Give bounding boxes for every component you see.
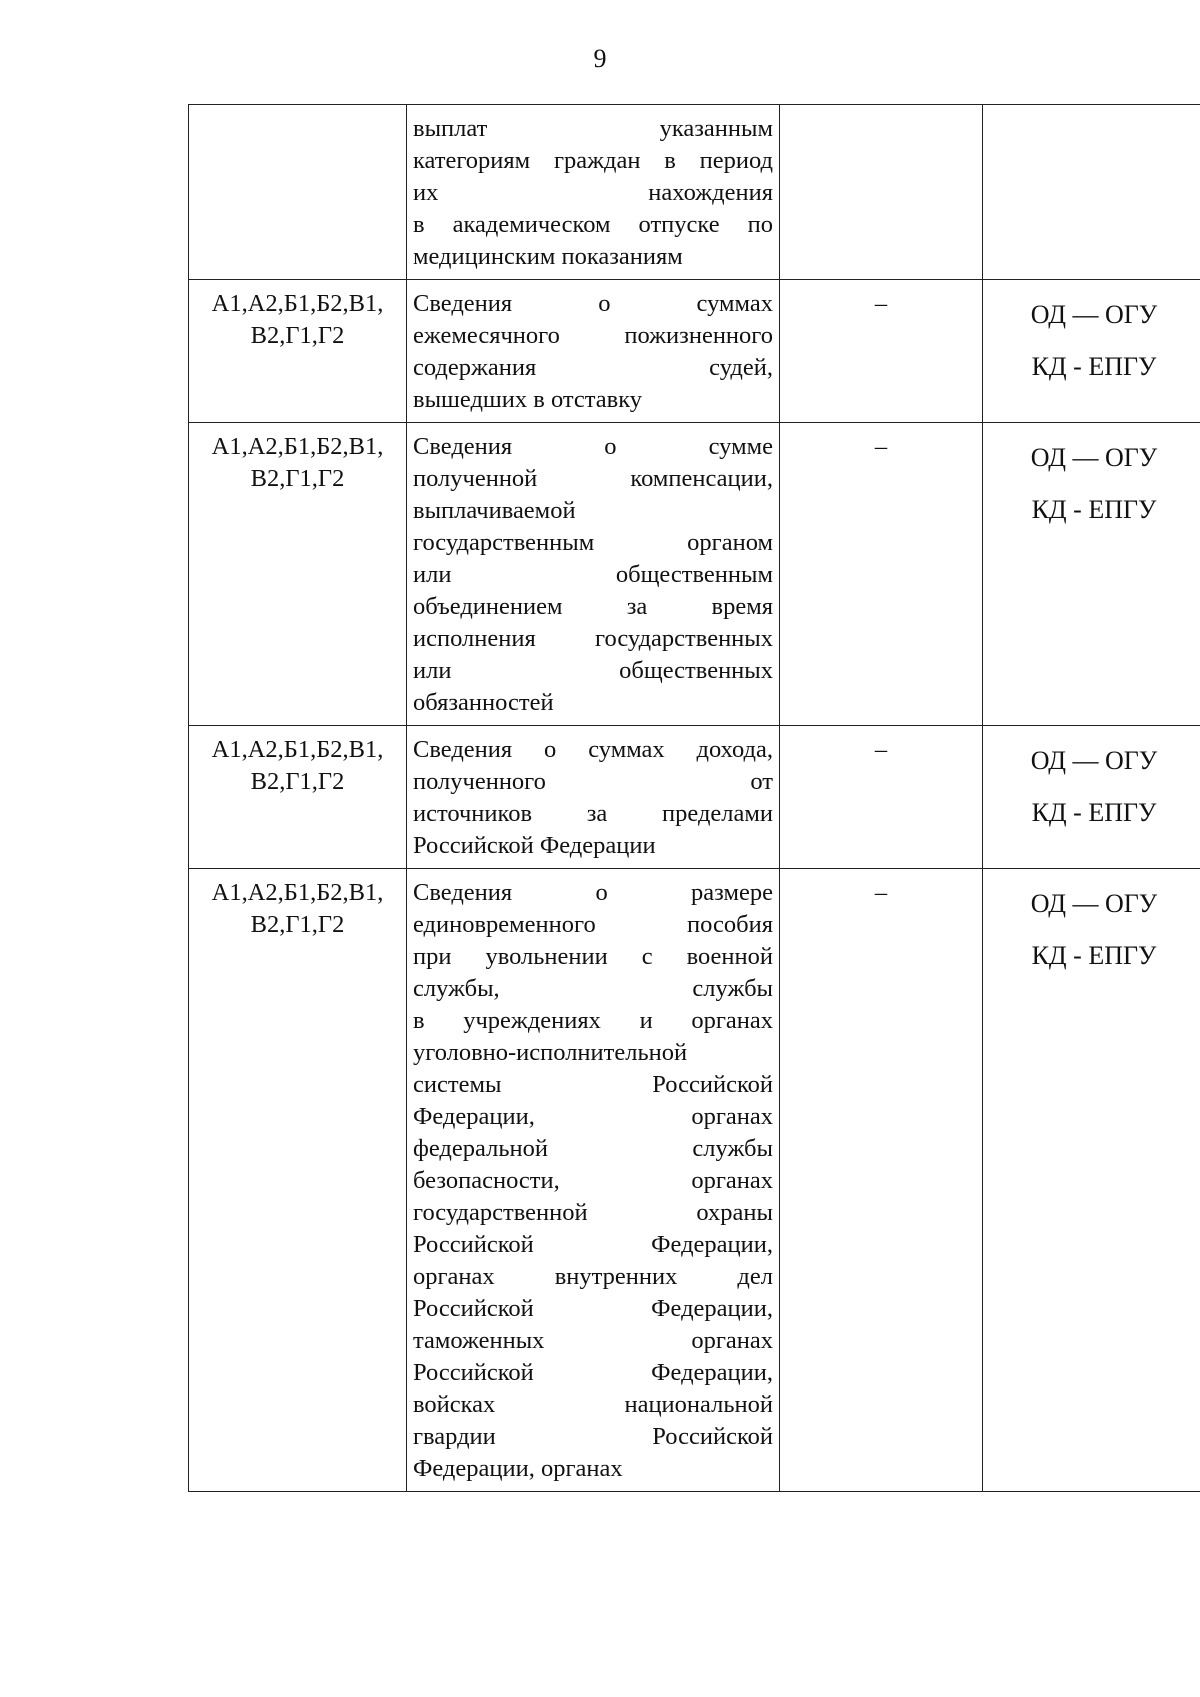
source-line: КД - ЕПГУ	[1031, 495, 1157, 524]
source-cell	[983, 726, 1200, 869]
description-line: гвардии Российской	[413, 1423, 773, 1450]
description-line: уголовно-исполнительной	[413, 1039, 688, 1066]
description-line: исполнения государственных	[413, 625, 773, 652]
description-line: государственным органом	[413, 529, 773, 556]
description-line: медицинским показаниям	[413, 243, 683, 270]
description-line: безопасности, органах	[413, 1167, 773, 1194]
category-codes-line: В2,Г1,Г2	[250, 322, 345, 349]
description-cell	[407, 105, 780, 280]
category-codes-line: А1,А2,Б1,Б2,В1,	[211, 879, 384, 906]
description-cell	[407, 423, 780, 726]
source-cell	[983, 423, 1200, 726]
description-line: Сведения о суммах	[413, 290, 773, 317]
reference-cell: –	[780, 423, 983, 726]
category-codes-line: В2,Г1,Г2	[250, 465, 345, 492]
category-codes-cell	[189, 869, 407, 1492]
description-line: источников за пределами	[413, 800, 773, 827]
description-line: системы Российской	[413, 1071, 773, 1098]
category-codes-line: А1,А2,Б1,Б2,В1,	[211, 433, 384, 460]
description-line: государственной охраны	[413, 1199, 773, 1226]
category-codes-line: В2,Г1,Г2	[250, 911, 345, 938]
description-line: Российской Федерации	[413, 832, 656, 859]
table-row	[189, 105, 1200, 280]
table-row	[189, 280, 1200, 423]
document-table	[188, 104, 1200, 1492]
description-line: органах внутренних дел	[413, 1263, 773, 1290]
table-row	[189, 726, 1200, 869]
description-cell	[407, 869, 780, 1492]
reference-cell: –	[780, 869, 983, 1492]
source-line: ОД — ОГУ	[1030, 746, 1158, 775]
source-cell	[983, 280, 1200, 423]
reference-cell	[780, 105, 983, 280]
description-line: службы, службы	[413, 975, 773, 1002]
description-line: Российской Федерации,	[413, 1231, 773, 1258]
source-cell	[983, 105, 1200, 280]
category-codes-cell	[189, 280, 407, 423]
description-line: или общественных	[413, 657, 773, 684]
description-line: Российской Федерации,	[413, 1295, 773, 1322]
source-line: КД - ЕПГУ	[1031, 352, 1157, 381]
source-line: ОД — ОГУ	[1030, 889, 1158, 918]
category-codes-cell	[189, 105, 407, 280]
source-line: ОД — ОГУ	[1030, 300, 1158, 329]
description-line: Сведения о суммах дохода,	[413, 736, 773, 763]
category-codes-cell	[189, 423, 407, 726]
description-line: единовременного пособия	[413, 911, 773, 938]
description-line: ежемесячного пожизненного	[413, 322, 773, 349]
description-line: федеральной службы	[413, 1135, 773, 1162]
description-cell	[407, 726, 780, 869]
description-line: Сведения о сумме	[413, 433, 773, 460]
description-line: вышедших в отставку	[413, 386, 643, 413]
source-cell	[983, 869, 1200, 1492]
description-line: в учреждениях и органах	[413, 1007, 773, 1034]
description-line: полученной компенсации,	[413, 465, 773, 492]
reference-cell: –	[780, 280, 983, 423]
description-line: выплат указанным	[413, 115, 773, 142]
description-line: Сведения о размере	[413, 879, 773, 906]
description-line: в академическом отпуске по	[413, 211, 773, 238]
category-codes-line: А1,А2,Б1,Б2,В1,	[211, 290, 384, 317]
description-cell	[407, 280, 780, 423]
description-line: объединением за время	[413, 593, 773, 620]
source-line: КД - ЕПГУ	[1031, 941, 1157, 970]
description-line: Российской Федерации,	[413, 1359, 773, 1386]
description-line: Федерации, органах	[413, 1103, 773, 1130]
description-line: таможенных органах	[413, 1327, 773, 1354]
description-line: категориям граждан в период	[413, 147, 773, 174]
table-row	[189, 869, 1200, 1492]
description-line: содержания судей,	[413, 354, 773, 381]
source-line: ОД — ОГУ	[1030, 443, 1158, 472]
description-line: Федерации, органах	[413, 1455, 623, 1482]
table-body	[189, 105, 1200, 1492]
description-line: или общественным	[413, 561, 773, 588]
category-codes-cell	[189, 726, 407, 869]
description-line: полученного от	[413, 768, 773, 795]
description-line: обязанностей	[413, 689, 554, 716]
description-line: при увольнении с военной	[413, 943, 773, 970]
category-codes-line: В2,Г1,Г2	[250, 768, 345, 795]
description-line: выплачиваемой	[413, 497, 576, 524]
reference-cell: –	[780, 726, 983, 869]
source-line: КД - ЕПГУ	[1031, 798, 1157, 827]
page-number: 9	[593, 44, 607, 73]
description-line: их нахождения	[413, 179, 773, 206]
category-codes-line: А1,А2,Б1,Б2,В1,	[211, 736, 384, 763]
table-row	[189, 423, 1200, 726]
description-line: войсках национальной	[413, 1391, 773, 1418]
